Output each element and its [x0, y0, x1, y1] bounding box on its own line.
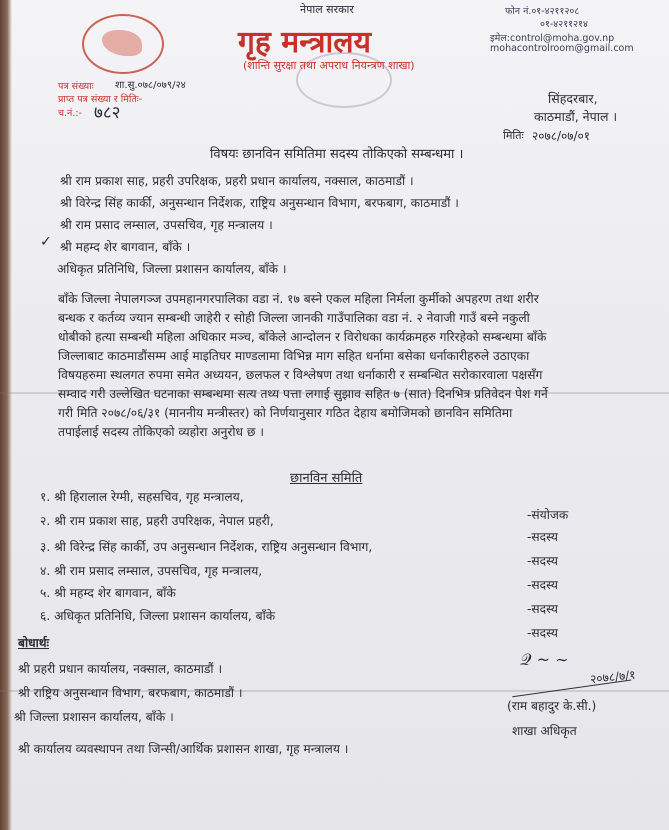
- cc-heading: बोधार्थः: [18, 636, 50, 650]
- nepal-emblem-icon: [82, 14, 164, 74]
- address-line-2: काठमाडौं, नेपाल ।: [534, 109, 618, 124]
- section-name: (शान्ति सुरक्षा तथा अपराध नियन्त्रण शाखा): [243, 59, 415, 72]
- body-line: तपाईलाई सदस्य तोकिएको व्यहोरा अनुरोध छ ।: [58, 425, 264, 439]
- committee-member: १. श्री हिरालाल रेग्मी, सहसचिव, गृह मन्त्रालय,: [40, 490, 244, 504]
- body-line: जिल्लाबाट काठमाडौंसम्म आई माइतिघर माण्डलामा विभिन्न माग सहित धर्नामा बसेका धर्नाकारीहरुले उठाएका: [58, 349, 530, 363]
- committee-member: ३. श्री विरेन्द्र सिंह कार्की, उप अनुसन्धान निर्देशक, राष्ट्रिय अनुसन्धान विभाग,: [40, 540, 373, 554]
- committee-member: ५. श्री महम्द शेर बागवान, बाँके: [40, 586, 176, 600]
- paper-edge-shadow: [0, 0, 12, 830]
- recipient-line: श्री राम प्रसाद लम्साल, उपसचिव, गृह मन्त्रालय ।: [60, 218, 273, 232]
- committee-member: ४. श्री राम प्रसाद लम्साल, उपसचिव, गृह मन्त्रालय,: [40, 564, 263, 578]
- dispatch-no-label: च.नं.:-: [58, 108, 82, 119]
- body-line: बन्धक र कर्तव्य ज्यान सम्बन्धी जाहेरी र सोही जिल्ला जानकी गाउँपालिका वडा नं. २ नेवाजी गाउँ बस्ने नकुली: [58, 311, 530, 325]
- committee-role: -सदस्य: [527, 530, 558, 544]
- committee-member: २. श्री राम प्रकाश साह, प्रहरी उपरिक्षक, नेपाल प्रहरी,: [40, 514, 274, 528]
- subject-line: विषयः छानविन समितिमा सदस्य तोकिएको सम्बन्धमा ।: [210, 147, 464, 162]
- committee-role: -सदस्य: [527, 626, 558, 640]
- signatory-title: शाखा अधिकृत: [512, 724, 577, 738]
- committee-role: -सदस्य: [527, 554, 558, 568]
- cc-item: श्री कार्यालय व्यवस्थापन तथा जिन्सी/आर्थिक प्रशासन शाखा, गृह मन्त्रालय ।: [18, 742, 349, 756]
- cc-item: श्री प्रहरी प्रधान कार्यालय, नक्साल, काठमाडौं ।: [18, 662, 223, 676]
- committee-role: -सदस्य: [527, 578, 558, 592]
- committee-member: ६. अधिकृत प्रतिनिधि, जिल्ला प्रशासन कार्यालय, बाँके: [40, 609, 276, 623]
- cc-item: श्री राष्ट्रिय अनुसन्धान विभाग, बरफबाग, काठमाडौं ।: [18, 686, 243, 700]
- date-label: मितिः: [503, 129, 524, 142]
- address-line-1: सिंहदरबार,: [548, 91, 598, 106]
- body-line: सम्वाद गरी उल्लेखित घटनाका सम्बन्धमा सत्य तथ्य पत्ता लगाई सुझाव सहित ७ (सात) दिनभित्र प्रतिवेदन पेश गर्ने: [58, 387, 548, 401]
- recipient-line: अधिकृत प्रतिनिधि, जिल्ला प्रशासन कार्यालय, बाँके ।: [57, 262, 287, 276]
- letter-no-label: पत्र संख्याः: [58, 81, 94, 92]
- letter-no-value: शा.सु.०७८/०७९/२४: [115, 80, 186, 91]
- body-line: विषयहरुमा स्थलगत रुपमा समेत अध्ययन, छलफल र विश्लेषण तथा धर्नाकारी र सम्बन्धित सरोकारवाला पक्षसँग: [58, 368, 543, 382]
- signature-mark: 𝒬 ~ ∼: [520, 650, 569, 669]
- body-line: गरी मिति २०७८/०६/३१ (माननीय मन्त्रीस्तर) को निर्णयानुसार गठित देहाय बमोजिमको छानविन समितिमा: [58, 406, 513, 420]
- signatory-name: (राम बहादुर के.सी.): [507, 699, 597, 713]
- checkmark-icon: ✓: [40, 234, 52, 250]
- recipient-line: श्री विरेन्द्र सिंह कार्की, अनुसन्धान निर्देशक, राष्ट्रिय अनुसन्धान विभाग, बरफबाग, काठमाडौं ।: [60, 196, 459, 210]
- cc-item: श्री जिल्ला प्रशासन कार्यालय, बाँके ।: [14, 710, 174, 724]
- recipient-line: श्री राम प्रकाश साह, प्रहरी उपरिक्षक, प्रहरी प्रधान कार्यालय, नक्साल, काठमाडौं ।: [60, 174, 414, 188]
- email-1: इमेल:control@moha.gov.np: [490, 33, 615, 44]
- phone-2: ०१-४२११२१४: [540, 19, 588, 30]
- dispatch-no-value: ७८२: [94, 103, 121, 123]
- date-value: २०७८/०७/०१: [532, 129, 591, 143]
- recipient-line: श्री महम्द शेर बागवान, बाँके ।: [60, 240, 191, 254]
- body-line: बाँके जिल्ला नेपालगञ्ज उपमहानगरपालिका वडा नं. १७ बस्ने एकल महिला निर्मला कुर्मीको अपहरण तथा शरीर: [58, 292, 539, 306]
- committee-role: -संयोजक: [527, 508, 569, 522]
- email-2: mohacontrolroom@gmail.com: [490, 43, 634, 54]
- body-line: धोबीको हत्या सम्बन्धी महिला अधिकार मञ्च, बाँकेले आन्दोलन र विरोधका कार्यक्रमहरु गरिरहेको सम्बन्धमा बाँके: [58, 330, 547, 344]
- phone-1: फोन नं.०१-४२११२०८: [505, 6, 580, 17]
- previous-ref-label: प्राप्त पत्र संख्या र मितिः-: [58, 94, 143, 105]
- signature-date: २०७८/७/१: [589, 667, 637, 687]
- committee-role: -सदस्य: [527, 602, 558, 616]
- government-name: नेपाल सरकार: [300, 3, 354, 16]
- ministry-title: गृह मन्त्रालय: [238, 25, 372, 60]
- committee-heading: छानविन समिति: [290, 471, 363, 486]
